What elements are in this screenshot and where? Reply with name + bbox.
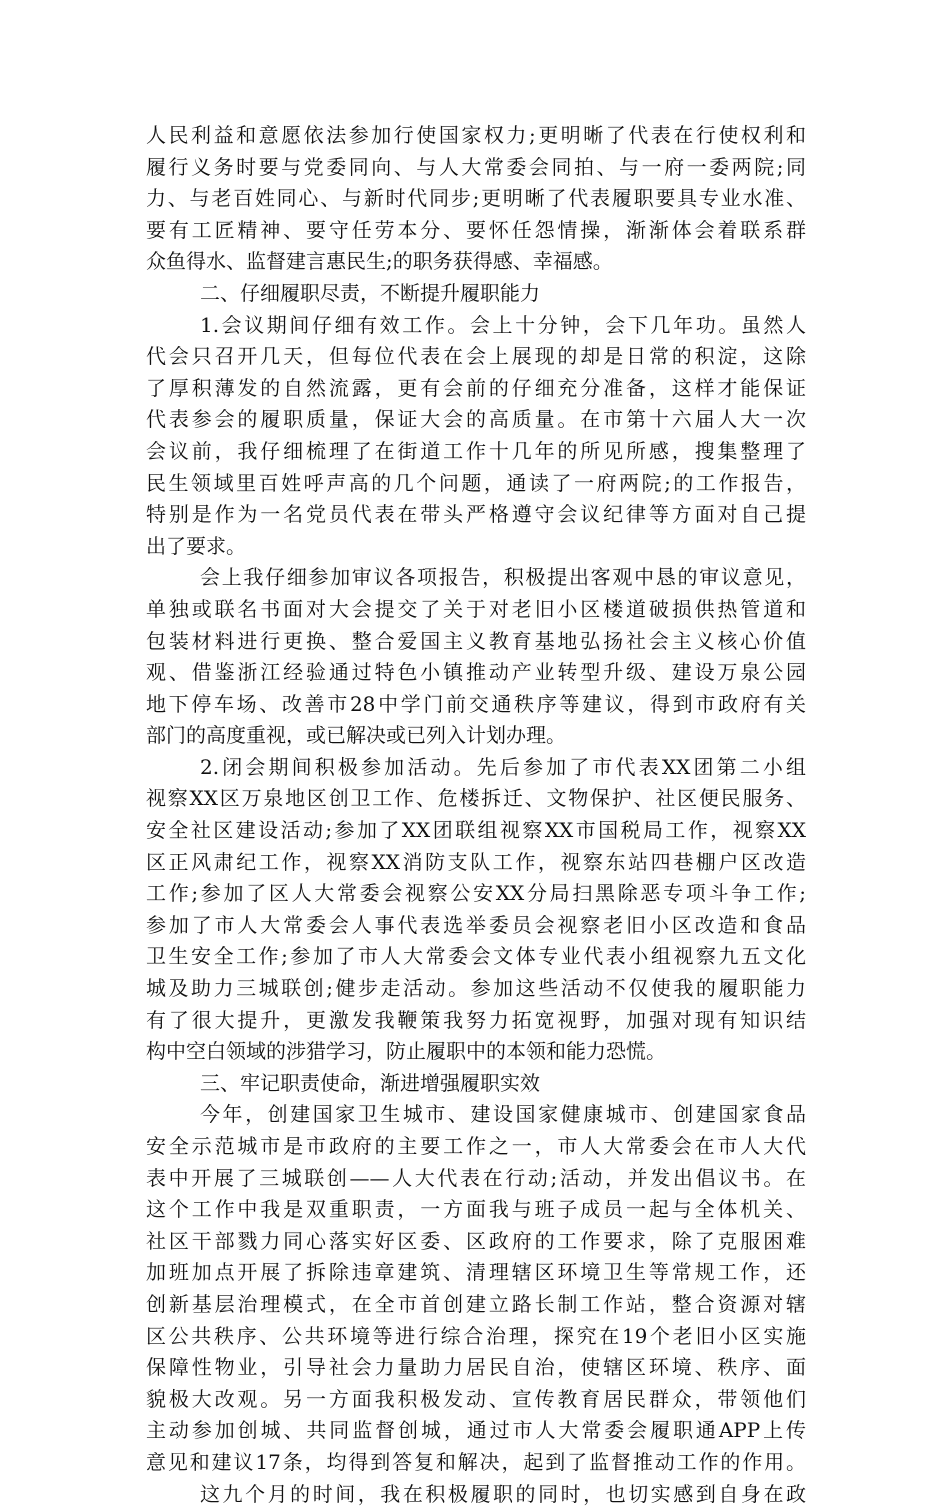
text-line: 力、与老百姓同心、与新时代同步;更明晰了代表履职要具专业水准、	[146, 186, 806, 211]
text-line: 2.闭会期间积极参加活动。先后参加了市代表XX团第二小组	[200, 754, 806, 779]
text-line: 参加了市人大常委会人事代表选举委员会视察老旧小区改造和食品	[146, 912, 806, 937]
document-page	[146, 120, 806, 1510]
text-line: 观、借鉴浙江经验通过特色小镇推动产业转型升级、建设万泉公园	[146, 660, 806, 685]
text-line: 工作;参加了区人大常委会视察公安XX分局扫黑除恶专项斗争工作;	[146, 881, 806, 906]
text-line: 区公共秩序、公共环境等进行综合治理，探究在19个老旧小区实施	[146, 1323, 806, 1348]
text-line: 包装材料进行更换、整合爱国主义教育基地弘扬社会主义核心价值	[146, 628, 806, 653]
text-line: 构中空白领域的涉猎学习，防止履职中的本领和能力恐慌。	[146, 1039, 666, 1064]
text-line: 代表参会的履职质量，保证大会的高质量。在市第十六届人大一次	[146, 407, 806, 432]
text-line: 了厚积薄发的自然流露，更有会前的仔细充分准备，这样才能保证	[146, 375, 806, 400]
text-line: 安全社区建设活动;参加了XX团联组视察XX市国税局工作，视察XX	[146, 818, 806, 843]
text-line: 会议前，我仔细梳理了在街道工作十几年的所见所感，搜集整理了	[146, 438, 806, 463]
text-line: 加班加点开展了拆除违章建筑、清理辖区环境卫生等常规工作，还	[146, 1260, 806, 1285]
text-line: 单独或联名书面对大会提交了关于对老旧小区楼道破损供热管道和	[146, 596, 806, 621]
text-line: 三、牢记职责使命，渐进增强履职实效	[200, 1070, 540, 1095]
text-line: 部门的高度重视，或已解决或已列入计划办理。	[146, 723, 566, 748]
text-line: 众鱼得水、监督建言惠民生;的职务获得感、幸福感。	[146, 249, 613, 274]
text-line: 人民利益和意愿依法参加行使国家权力;更明晰了代表在行使权利和	[146, 123, 806, 147]
text-line: 区正风肃纪工作，视察XX消防支队工作，视察东站四巷棚户区改造	[146, 849, 806, 874]
text-line: 保障性物业，引导社会力量助力居民自治，使辖区环境、秩序、面	[146, 1355, 806, 1380]
text-line: 民生领域里百姓呼声高的几个问题，通读了一府两院;的工作报告，	[146, 470, 806, 495]
text-line: 社区干部戮力同心落实好区委、区政府的工作要求，除了克服困难	[146, 1228, 806, 1253]
text-line: 履行义务时要与党委同向、与人大常委会同拍、与一府一委两院;同	[146, 154, 806, 179]
text-line: 这九个月的时间，我在积极履职的同时，也切实感到自身在政	[200, 1481, 806, 1506]
text-line: 表中开展了三城联创——人大代表在行动;活动，并发出倡议书。在	[146, 1165, 806, 1190]
text-line: 代会只召开几天，但每位代表在会上展现的却是日常的积淀，这除	[146, 344, 806, 369]
text-line: 主动参加创城、共同监督创城，通过市人大常委会履职通APP上传	[146, 1418, 806, 1443]
text-line: 卫生安全工作;参加了市人大常委会文体专业代表小组视察九五文化	[146, 944, 806, 969]
text-line: 出了要求。	[146, 533, 246, 558]
text-line: 特别是作为一名党员代表在带头严格遵守会议纪律等方面对自己提	[146, 502, 806, 527]
text-line: 貌极大改观。另一方面我积极发动、宣传教育居民群众，带领他们	[146, 1386, 806, 1411]
text-line: 会上我仔细参加审议各项报告，积极提出客观中恳的审议意见，	[200, 565, 806, 590]
text-line: 二、仔细履职尽责，不断提升履职能力	[200, 280, 540, 305]
text-line: 意见和建议17条，均得到答复和解决，起到了监督推动工作的作用。	[146, 1449, 806, 1474]
text-line: 今年，创建国家卫生城市、建设国家健康城市、创建国家食品	[200, 1102, 806, 1127]
text-line: 要有工匠精神、要守任劳本分、要怀任怨情操，渐渐体会着联系群	[146, 217, 806, 242]
text-line: 安全示范城市是市政府的主要工作之一，市人大常委会在市人大代	[146, 1134, 806, 1158]
text-line: 这个工作中我是双重职责，一方面我与班子成员一起与全体机关、	[146, 1197, 806, 1222]
text-line: 有了很大提升，更激发我鞭策我努力拓宽视野，加强对现有知识结	[146, 1007, 806, 1032]
text-line: 创新基层治理模式，在全市首创建立路长制工作站，整合资源对辖	[146, 1291, 806, 1316]
text-line: 城及助力三城联创;健步走活动。参加这些活动不仅使我的履职能力	[146, 976, 806, 1001]
text-line: 1.会议期间仔细有效工作。会上十分钟，会下几年功。虽然人	[200, 312, 806, 337]
text-line: 地下停车场、改善市28中学门前交通秩序等建议，得到市政府有关	[146, 691, 806, 716]
text-line: 视察XX区万泉地区创卫工作、危楼拆迁、文物保护、社区便民服务、	[146, 786, 806, 811]
